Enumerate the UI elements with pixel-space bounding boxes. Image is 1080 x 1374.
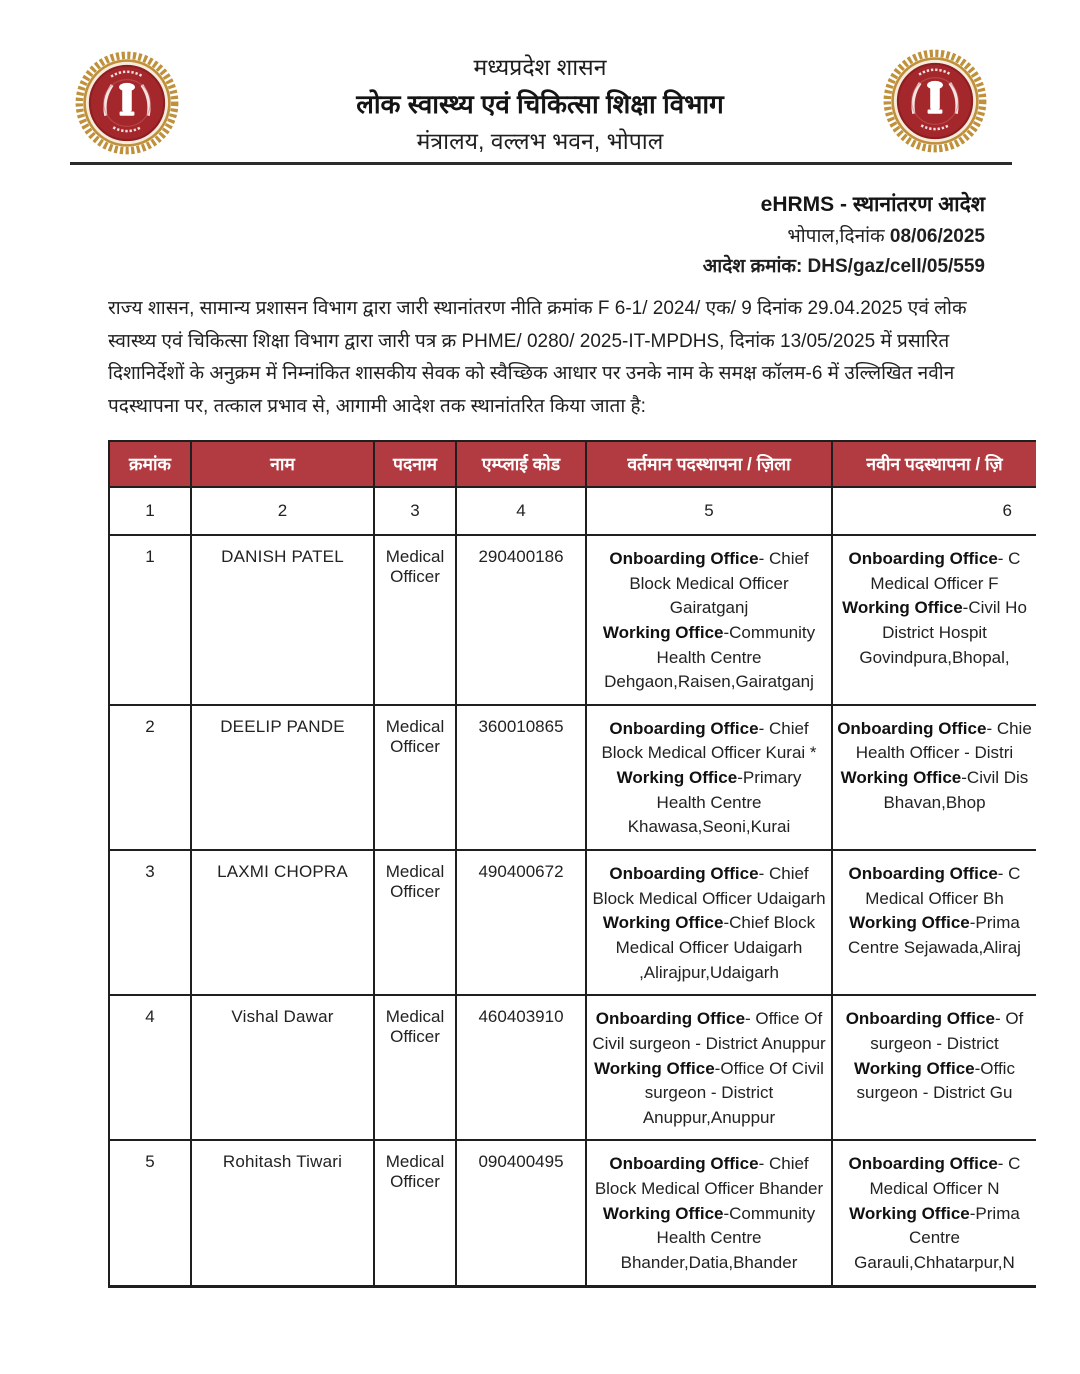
onboarding-office-text: Onboarding Office- Chief Block Medical Officer Udaigarh — [592, 864, 826, 908]
current-posting-cell — [586, 995, 832, 1140]
employee-name-cell: Rohitash Tiwari — [191, 1140, 374, 1286]
new-posting-line: Working Office-Civil Ho — [842, 598, 1027, 618]
new-posting-line: surgeon - District Gu — [856, 1083, 1013, 1103]
table-row — [109, 850, 1036, 995]
new-posting-cell — [832, 850, 1036, 995]
new-posting-line: Bhavan,Bhop — [883, 792, 986, 812]
new-posting-cell — [832, 705, 1036, 850]
employee-name-cell: DANISH PATEL — [191, 535, 374, 705]
table-row — [109, 1140, 1036, 1286]
new-posting-line: Working Office-Civil Dis — [840, 768, 1029, 788]
header-serial: क्रमांक — [109, 441, 191, 487]
current-posting-cell — [586, 705, 832, 850]
new-posting-line: Centre Sejawada,Aliraj — [848, 937, 1021, 957]
serial-number-cell: 4 — [109, 995, 191, 1140]
table-header-row — [109, 441, 1036, 487]
mp-state-emblem-icon — [74, 46, 180, 160]
intro-paragraph: राज्य शासन, सामान्य प्रशासन विभाग द्वारा जारी स्थानांतरण नीति क्रमांक F 6-1/ 2024/ एक/ 9 दिनांक 29.04.2025 एवं लोक स्वास्थ्य एवं चिकित्सा शिक्षा विभाग द्वारा जारी पत्र क्र PHME/ 0280/ 2025-IT-MPDHS, दिनांक 13/05/2025 में प्रसारित दिशानिर्देशों के अनुक्रम में निम्नांकित शासकीय सेवक को स्वैच्छिक आधार पर उनके नाम के समक्ष कॉलम-6 में उल्लिखित नवीन पदस्थापना पर, तत्काल प्रभाव से, आगामी आदेश तक स्थानांतरित किया जाता है: — [108, 298, 967, 418]
onboarding-office-text: Onboarding Office- Chief Block Medical Officer Bhander — [594, 1154, 824, 1199]
current-posting-cell — [586, 850, 832, 995]
current-posting-cell — [586, 1140, 832, 1286]
working-office-text: Working Office-Community Health Centre Bhander,Datia,Bhander — [602, 1203, 816, 1273]
column-number-row — [109, 487, 1036, 535]
department-name: लोक स्वास्थ्य एवं चिकित्सा शिक्षा विभाग — [356, 89, 724, 119]
ministry-address: मंत्रालय, वल्लभ भवन, भोपाल — [416, 128, 664, 154]
order-info — [703, 190, 985, 278]
working-office-text: Working Office-Primary Health Centre Khawasa,Seoni,Kurai — [616, 768, 802, 837]
new-posting-line: Medical Officer N — [869, 1179, 1000, 1199]
new-posting-line: Onboarding Office- C — [848, 864, 1021, 884]
new-posting-line: Govindpura,Bhopal, — [859, 647, 1010, 667]
onboarding-office-text: Onboarding Office- Chief Block Medical Officer Gairatganj — [609, 549, 809, 618]
new-posting-line: Working Office-Offic — [854, 1058, 1015, 1078]
new-posting-line: Medical Officer Bh — [865, 888, 1004, 908]
designation-cell: Medical Officer — [374, 995, 456, 1140]
serial-number-cell: 3 — [109, 850, 191, 995]
new-posting-line: Health Officer - Distri — [855, 743, 1014, 763]
serial-number-cell: 2 — [109, 705, 191, 850]
designation-cell: Medical Officer — [374, 1140, 456, 1286]
employee-name-cell: LAXMI CHOPRA — [191, 850, 374, 995]
new-posting-line: Onboarding Office- Chie — [837, 718, 1032, 738]
new-posting-line: Working Office-Prima — [849, 913, 1020, 933]
order-place-date — [703, 222, 985, 248]
current-posting-cell — [586, 535, 832, 705]
new-posting-cell — [832, 535, 1036, 705]
order-number: आदेश क्रमांक: DHS/gaz/cell/05/559 — [702, 256, 985, 277]
mp-state-emblem-icon — [882, 44, 988, 158]
new-posting-cell — [832, 1140, 1036, 1286]
new-posting-line: Medical Officer F — [870, 573, 999, 593]
designation-cell: Medical Officer — [374, 535, 456, 705]
header-employee-code: एम्प्लाई कोड — [456, 441, 586, 487]
header-designation: पदनाम — [374, 441, 456, 487]
order-title: eHRMS - स्थानांतरण आदेश — [760, 193, 985, 216]
column-number: 6 — [832, 487, 1036, 535]
serial-number-cell: 1 — [109, 535, 191, 705]
designation-cell: Medical Officer — [374, 705, 456, 850]
designation-cell: Medical Officer — [374, 850, 456, 995]
header-new-posting: नवीन पदस्थापना / ज़ि — [832, 441, 1036, 487]
order-date: 08/06/2025 — [889, 226, 985, 247]
transfer-order-table — [108, 440, 1036, 1288]
employee-code-cell: 090400495 — [456, 1140, 586, 1286]
new-posting-line: Garauli,Chhatarpur,N — [854, 1253, 1015, 1273]
working-office-text: Working Office-Community Health Centre Dehgaon,Raisen,Gairatganj — [602, 622, 816, 692]
new-posting-line: Onboarding Office- Of — [845, 1009, 1024, 1029]
new-posting-cell — [832, 995, 1036, 1140]
table-row — [109, 705, 1036, 850]
employee-code-cell: 360010865 — [456, 705, 586, 850]
new-posting-line: Onboarding Office- C — [848, 1154, 1021, 1174]
letterhead — [0, 42, 1080, 172]
serial-number-cell: 5 — [109, 1140, 191, 1286]
working-office-text: Working Office-Office Of Civil surgeon - District Anuppur,Anuppur — [594, 1058, 824, 1127]
new-posting-line: surgeon - District — [870, 1033, 999, 1053]
column-number: 5 — [586, 487, 832, 535]
employee-name-cell: Vishal Dawar — [191, 995, 374, 1140]
column-number: 3 — [374, 487, 456, 535]
onboarding-office-text: Onboarding Office- Chief Block Medical Officer Kurai * — [601, 718, 817, 763]
onboarding-office-text: Onboarding Office- Office Of Civil surgeon - District Anuppur — [592, 1009, 826, 1053]
column-number: 1 — [109, 487, 191, 535]
employee-code-cell: 460403910 — [456, 995, 586, 1140]
table-row — [109, 535, 1036, 705]
working-office-text: Working Office-Chief Block Medical Officer Udaigarh ,Alirajpur,Udaigarh — [602, 913, 816, 982]
new-posting-line: District Hospit — [882, 622, 987, 642]
new-posting-line: Centre — [908, 1228, 961, 1248]
table-row — [109, 995, 1036, 1140]
column-number: 4 — [456, 487, 586, 535]
employee-code-cell: 290400186 — [456, 535, 586, 705]
column-number: 2 — [191, 487, 374, 535]
place-date-label: भोपाल,दिनांक — [787, 226, 890, 247]
header-divider — [70, 162, 1012, 165]
header-current-posting: वर्तमान पदस्थापना / ज़िला — [586, 441, 832, 487]
new-posting-line: Working Office-Prima — [849, 1203, 1020, 1223]
employee-name-cell: DEELIP PANDE — [191, 705, 374, 850]
employee-code-cell: 490400672 — [456, 850, 586, 995]
government-name: मध्यप्रदेश शासन — [473, 54, 607, 80]
new-posting-line: Onboarding Office- C — [848, 549, 1021, 568]
header-name: नाम — [191, 441, 374, 487]
